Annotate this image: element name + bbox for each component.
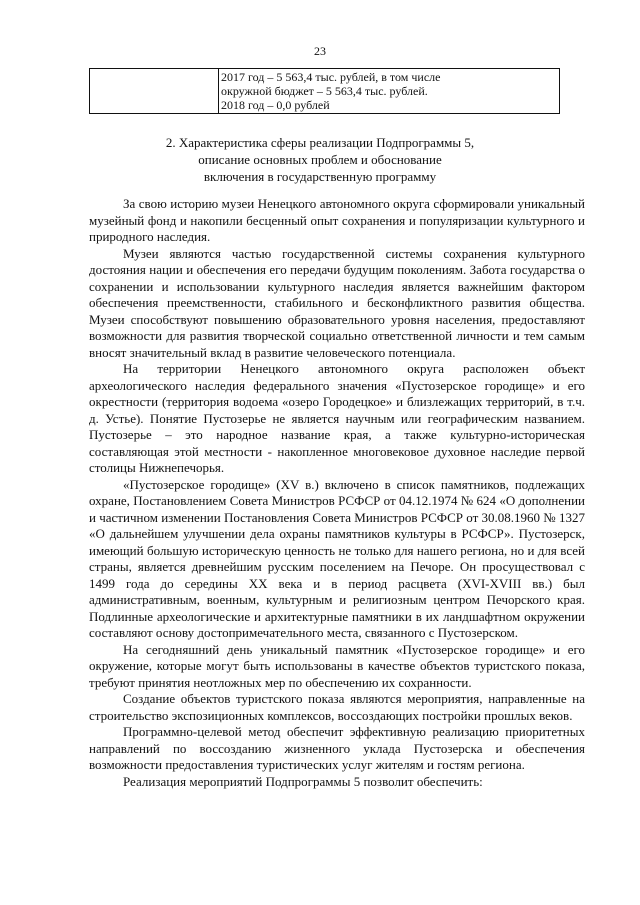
section-heading — [120, 134, 520, 185]
funding-line-regional-budget: окружной бюджет – 5 563,4 тыс. рублей. — [221, 84, 428, 98]
paragraph-tourist-objects: Создание объектов туристского показа являются мероприятия, направленные на строительство экспозиционных комплексов, воссоздающих постройки прошлых веков. — [89, 691, 585, 723]
page-number: 23 — [314, 44, 326, 58]
funding-table — [89, 68, 560, 114]
body-text — [89, 196, 585, 790]
paragraph-program-method: Программно-целевой метод обеспечит эффективную реализацию приоритетных направлений по воссозданию жизненного уклада Пустозерска и обеспечения возможности предоставления туристических услуг жителям и гостям региона. — [89, 724, 585, 772]
heading-line: описание основных проблем и обоснование — [198, 152, 442, 167]
heading-line: включения в государственную программу — [203, 169, 437, 184]
table-value-cell — [219, 69, 560, 114]
paragraph-protection-history: «Пустозерское городище» (XV в.) включено в список памятников, подлежащих охране, Постановлением Совета Министров РСФСР от 04.12.1974 № 624 «О дополнении и частичном изменении Постановления Совета Министров РСФСР от 30.08.1960 № 1327 «О дальнейшем улучшении дела охраны памятников культуры в РСФСР». Пустозерск, имеющий большую историческую ценность не только для нашего региона, но и для всей страны, является древнейшим русским поселением на Печоре. Он просуществовал с 1499 года до середины XX века и в период расцвета (XVI-XVIII вв.) был административным, военным, культурным и религиозным центром Печорского края. Подлинные археологические и архитектурные памятники в их ландшафтном окружении составляют основу достопримечательного места, связанного с Пустозерском. — [89, 476, 585, 640]
funding-line-2017: 2017 год – 5 563,4 тыс. рублей, в том числе — [221, 70, 441, 84]
funding-line-2018: 2018 год – 0,0 рублей — [221, 98, 330, 112]
heading-line: 2. Характеристика сферы реализации Подпрограммы 5, — [165, 135, 475, 150]
table-row — [90, 69, 560, 114]
paragraph-museum-history: За свою историю музеи Ненецкого автономного округа сформировали уникальный музейный фонд и накопили бесценный опыт сохранения и популяризации культурного и природного наследия. — [89, 196, 585, 244]
paragraph-pustozersk-site: На территории Ненецкого автономного округа расположен объект археологического наследия федерального значения «Пустозерское городище» и его окрестности (территория водоема «озеро Городецкое» и близлежащих территорий, в т.ч. д. Устье). Понятие Пустозерье не является научным или географическим названием. Пустозерье – это народное название края, а также культурно-историческая составляющая этой местности - накопленное многовековое духовное наследие первой столицы Нижнепечорья. — [89, 361, 585, 475]
table-label-cell — [90, 69, 219, 114]
paragraph-implementation: Реализация мероприятий Подпрограммы 5 позволит обеспечить: — [123, 773, 483, 789]
paragraph-museum-role: Музеи являются частью государственной системы сохранения культурного достояния нации и обеспечения его передачи будущим поколениям. Забота государства о сохранении и использовании культурного наследия является важнейшим фактором обеспечения преемственности, стабильного и бесконфликтного развития общества. Музеи способствуют повышению образовательного уровня населения, предоставляют возможности для развития творческой социально ответственной личности и тем самым вносят значительный вклад в развитие человеческого потенциала. — [89, 245, 585, 360]
paragraph-current-state: На сегодняшний день уникальный памятник «Пустозерское городище» и его окружение, которые могут быть использованы в качестве объектов туристского показа, требуют принятия неотложных мер по обеспечению их сохранности. — [89, 641, 585, 690]
